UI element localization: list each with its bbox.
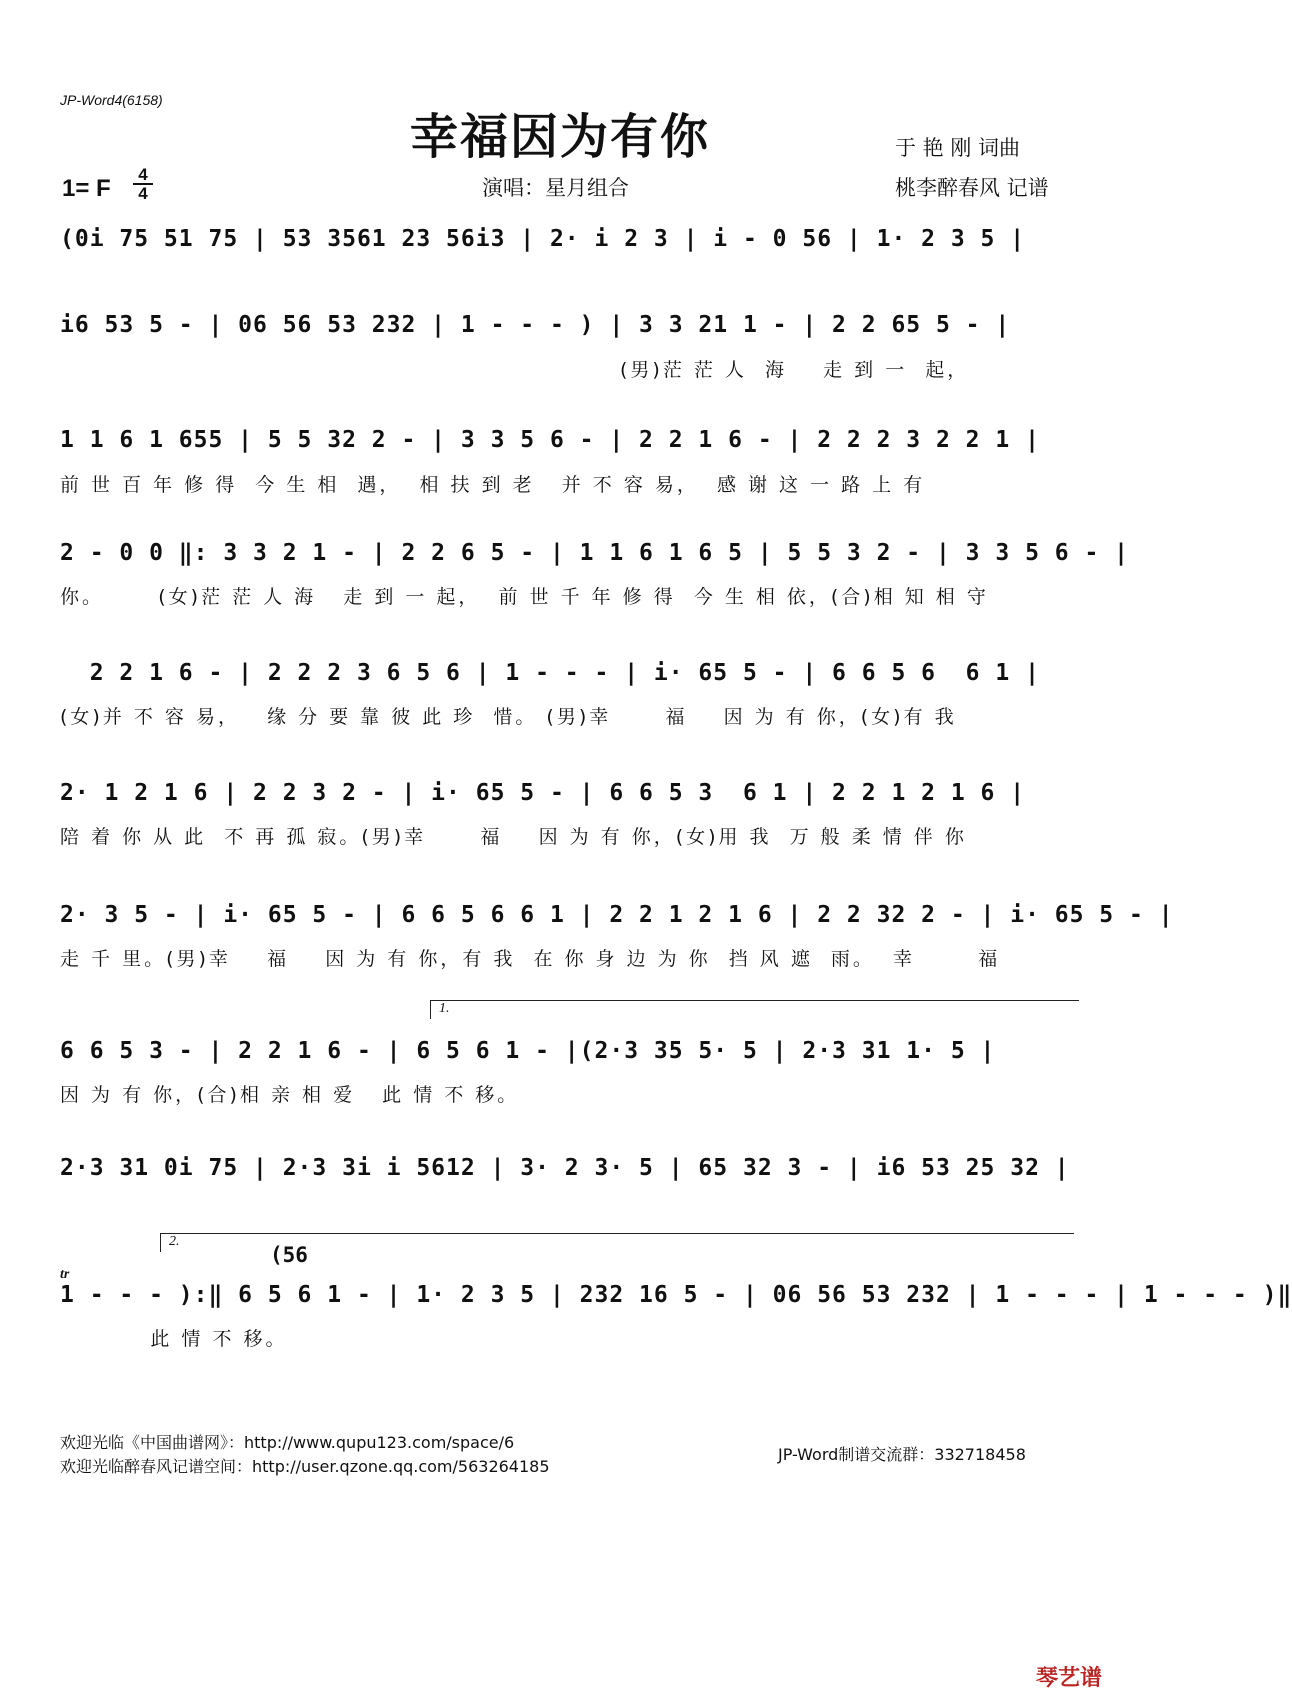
score-system-9: 2·3 31 0i 75 | 2·3 3i i 5612 | 3· 2 3· 5 | 65 32 3 - | i6 53 25 32 | [60,1155,1070,1181]
lyric-line-3: 前 世 百 年 修 得 今 生 相 遇， 相 扶 到 老 并 不 容 易， 感 谢 这 一 路 上 有 [60,474,926,496]
edition-label: JP-Word4(6158) [60,92,163,108]
score-system-6: 2· 1 2 1 6 | 2 2 3 2 - | i· 65 5 - | 6 6 5 3 6 1 | 2 2 1 2 1 6 | [60,780,1026,806]
composer-credit: 于 艳 刚 词曲 [895,136,1021,160]
score-system-10: 1 - - - ):‖ 6 5 6 1 - | 1· 2 3 5 | 232 16 5 - | 06 56 53 232 | 1 - - - | 1 - - - )‖ [60,1282,1292,1308]
key-signature: 1= F [62,175,111,202]
footer-group-info: JP-Word制谱交流群：332718458 [778,1445,1026,1464]
lyric-line-8: 因 为 有 你，(合)相 亲 相 爱 此 情 不 移。 [60,1084,520,1106]
score-system-5: 2 2 1 6 - | 2 2 2 3 6 5 6 | 1 - - - | i· 65 5 - | 6 6 5 6 6 1 | [60,660,1040,686]
time-signature [133,166,153,202]
footer-site-link-2: 欢迎光临醉春风记谱空间：http://user.qzone.qq.com/563264185 [60,1457,550,1476]
time-signature-bottom: 4 [133,183,153,202]
footer-site-link-1: 欢迎光临《中国曲谱网》：http://www.qupu123.com/space/6 [60,1433,515,1452]
lyric-line-6: 陪 着 你 从 此 不 再 孤 寂。(男)幸 福 因 为 有 你，(女)用 我 万 般 柔 情 伴 你 [60,826,967,848]
song-title: 幸福因为有你 [409,109,710,165]
singer-credit: 演唱：星月组合 [482,176,629,200]
score-system-8: 6 6 5 3 - | 2 2 1 6 - | 6 5 6 1 - |(2·3 35 5· 5 | 2·3 31 1· 5 | [60,1038,996,1064]
score-system-3: 1 1 6 1 655 | 5 5 32 2 - | 3 3 5 6 - | 2 2 1 6 - | 2 2 2 3 2 2 1 | [60,427,1040,453]
trill-mark: tr [60,1267,70,1282]
score-system-4: 2 - 0 0 ‖: 3 3 2 1 - | 2 2 6 5 - | 1 1 6 1 6 5 | 5 5 3 2 - | 3 3 5 6 - | [60,540,1129,566]
transcriber-credit: 桃李醉春风 记谱 [895,176,1049,200]
lyric-line-5: (女)并 不 容 易， 缘 分 要 靠 彼 此 珍 惜。 (男)幸 福 因 为 有 你，(女)有 我 [60,706,957,728]
second-ending-bracket: 2. [160,1233,1074,1252]
watermark-logo [1036,1661,1102,1692]
score-system-2: i6 53 5 - | 06 56 53 232 | 1 - - - ) | 3 3 21 1 - | 2 2 65 5 - | [60,312,1011,338]
time-signature-top: 4 [138,165,148,184]
first-ending-bracket: 1. [430,1000,1079,1019]
lyric-line-2: (男)茫 茫 人 海 走 到 一 起， [620,359,970,381]
lyric-line-10: 此 情 不 移。 [60,1328,288,1350]
watermark-text: 琴艺谱 [1035,1666,1102,1691]
score-system-1: (0i 75 51 75 | 53 3561 23 56i3 | 2· i 2 3 | i - 0 56 | 1· 2 3 5 | [60,226,1026,252]
score-system-7: 2· 3 5 - | i· 65 5 - | 6 6 5 6 6 1 | 2 2 1 2 1 6 | 2 2 32 2 - | i· 65 5 - | [60,902,1174,928]
lyric-line-4: 你。 (女)茫 茫 人 海 走 到 一 起， 前 世 千 年 修 得 今 生 相 依，(合)相 知 相 守 [60,586,989,608]
lyric-line-7: 走 千 里。(男)幸 福 因 为 有 你，有 我 在 你 身 边 为 你 挡 风 遮 雨。 幸 福 [60,948,1001,970]
pickup-notes: (56 [270,1243,308,1267]
